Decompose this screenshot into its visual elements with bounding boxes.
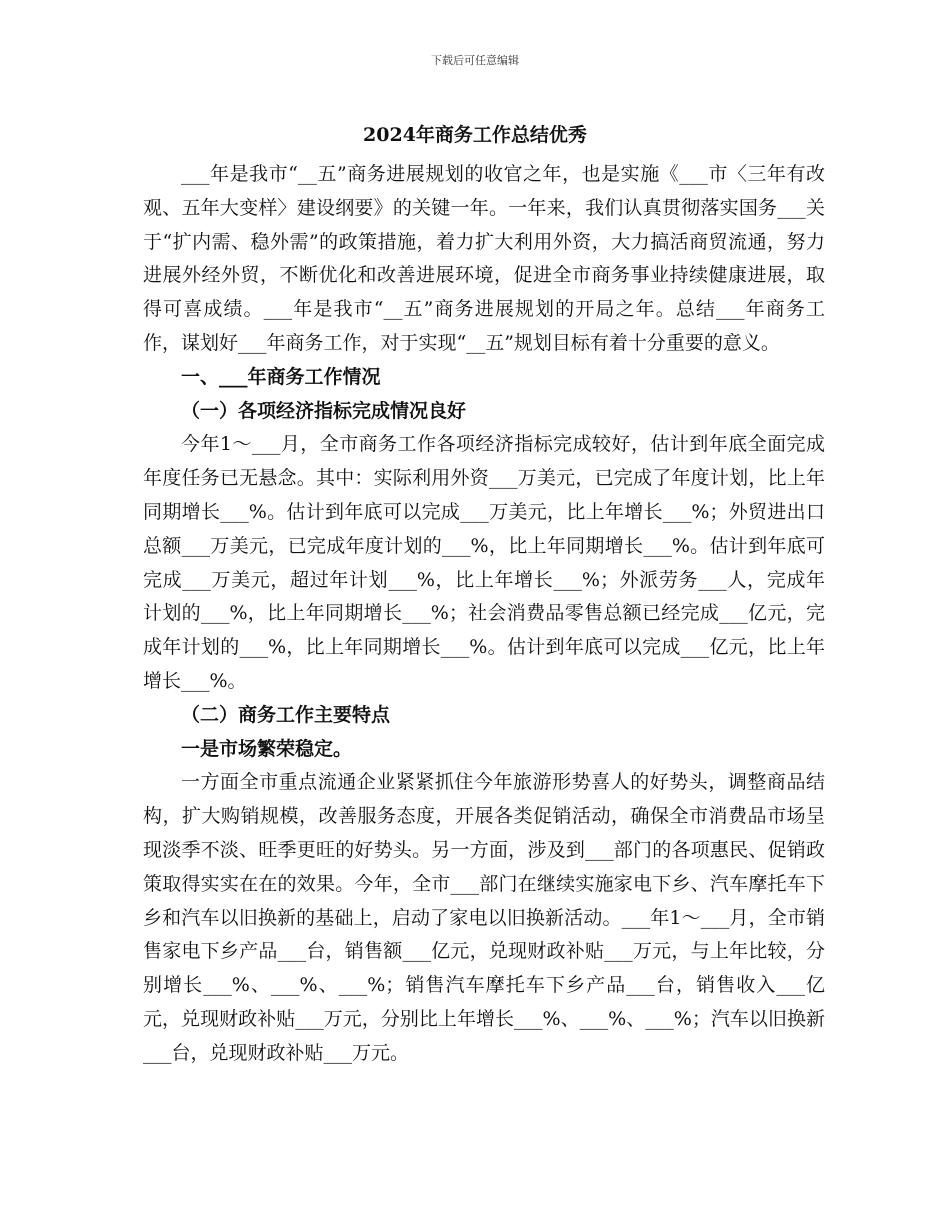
intro-paragraph: ___年是我市“__五”商务进展规划的收官之年，也是实施《___市〈三年有改观、五年大变样〉建设纲要》的关键一年。一年来，我们认真贯彻落实国务___关于“扩内需、稳外需”的政策措施，着力扩大利用外资，大力搞活商贸流通，努力进展外经外贸，不断优化和改善进展环境，促进全市商务事业持续健康进展，取得可喜成绩。___年是我市“__五”商务进展规划的开局之年。总结___年商务工作，谋划好___年商务工作，对于实现“__五”规划目标有着十分重要的意义。 xyxy=(143,163,825,354)
document-body xyxy=(143,158,825,1071)
section-heading-1: 一、___年商务工作情况 xyxy=(181,365,381,388)
indicators-paragraph: 今年1～___月，全市商务工作各项经济指标完成较好，估计到年底全面完成年度任务已无悬念。其中：实际利用外资___万美元，已完成了年度计划，比上年同期增长___%。估计到年底可以完成___万美元，比上年增长___%；外贸进出口总额___万美元，已完成年度计划的___%，比上年同期增长___%。估计到年底可完成___万美元，超过年计划___%，比上年增长___%；外派劳务___人，完成年计划的___%，比上年同期增长___%；社会消费品零售总额已经完成___亿元，完成年计划的___%，比上年同期增长___%。估计到年底可以完成___亿元，比上年增长___%。 xyxy=(143,433,825,692)
subsection-heading-2: （二）商务工作主要特点 xyxy=(181,703,391,726)
page-header-note: 下载后可任意编辑 xyxy=(431,54,519,67)
market-paragraph: 一方面全市重点流通企业紧紧抓住今年旅游形势喜人的好势头，调整商品结构，扩大购销规模，改善服务态度，开展各类促销活动，确保全市消费品市场呈现淡季不淡、旺季更旺的好势头。另一方面，涉及到___部门的各项惠民、促销政策取得实实在在的效果。今年，全市___部门在继续实施家电下乡、汽车摩托车下乡和汽车以旧换新的基础上，启动了家电以旧换新活动。___年1～___月，全市销售家电下乡产品___台，销售额___亿元，兑现财政补贴___万元，与上年比较，分别增长___%、___%、___%；销售汽车摩托车下乡产品___台，销售收入___亿元，兑现财政补贴___万元，分别比上年增长___%、___%、___%；汽车以旧换新___台，兑现财政补贴___万元。 xyxy=(143,771,825,1064)
point-heading-1: 一是市场繁荣稳定。 xyxy=(181,737,353,760)
subsection-heading-1: （一）各项经济指标完成情况良好 xyxy=(181,399,467,422)
document-title: 2024年商务工作总结优秀 xyxy=(363,124,587,146)
